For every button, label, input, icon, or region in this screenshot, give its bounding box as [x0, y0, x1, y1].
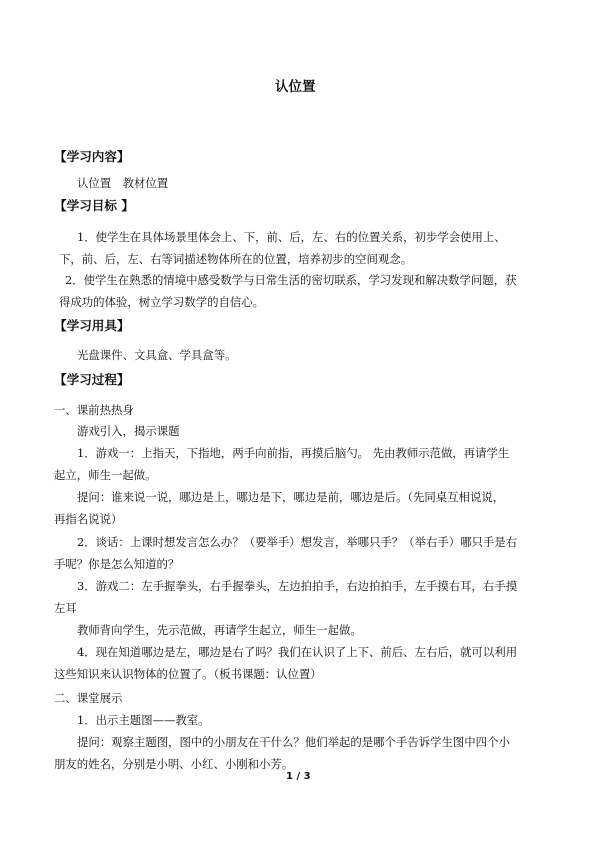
process-line: 提问：观察主题图，图中的小朋友在干什么？他们举起的是哪个手告诉学生图中四个小 [77, 735, 510, 749]
process-line: 提问：谁来说一说，哪边是上，哪边是下，哪边是前，哪边是后。（先同桌互相说说， [77, 490, 505, 504]
page-title: 认位置 [275, 79, 316, 95]
section-heading-process: 【学习过程】 [54, 372, 130, 387]
process-line: 1．游戏一：上指天，下指地，两手向前指，再摸后脑勺。 先由教师示范做，再请学生 [77, 446, 510, 460]
process-line: 左耳 [54, 601, 77, 615]
process-line: 二、课堂展示 [54, 691, 123, 705]
process-line: 这些知识来认识物体的位置了。（板书课题：认位置） [54, 667, 322, 681]
tools-line: 光盘课件、文具盒、学具盒等。 [77, 348, 237, 362]
process-line: 一、课前热热身 [54, 403, 134, 417]
process-line: 1．出示主题图——教室。 [77, 713, 210, 727]
process-line: 朋友的姓名，分别是小明、小红、小刚和小芳。 [54, 757, 294, 771]
section-heading-tools: 【学习用具】 [54, 318, 130, 333]
process-line: 教师背向学生，先示范做，再请学生起立，师生一起做。 [77, 623, 362, 637]
process-line: 起立，师生一起做。 [54, 468, 157, 482]
process-line: 2．谈话：上课时想发言怎么办？（要举手）想发言，举哪只手？（举右手）哪只手是右 [77, 535, 518, 549]
page-indicator: 1 / 3 [286, 771, 311, 782]
process-line: 4．现在知道哪边是左，哪边是右了吗？我们在认识了上下、前后、左右后，就可以利用 [77, 645, 518, 659]
process-line: 再指名说说） [54, 512, 123, 526]
goal-line: 2．使学生在熟悉的情境中感受数学与日常生活的密切联系，学习发现和解决数学问题，获 [65, 273, 517, 287]
goal-line: 得成功的体验，树立学习数学的自信心。 [59, 295, 265, 309]
goal-line: 1．使学生在具体场景里体会上、下，前、后，左、右的位置关系，初步学会使用上、 [77, 230, 506, 244]
process-line: 3．游戏二：左手握拳头，右手握拳头，左边拍拍手，右边拍拍手，左手摸右耳，右手摸 [77, 579, 518, 593]
content-line: 认位置 教材位置 [77, 176, 169, 190]
process-line: 游戏引入，揭示课题 [77, 424, 180, 438]
process-line: 手呢？你是怎么知道的？ [54, 557, 180, 571]
section-heading-content: 【学习内容】 [54, 149, 130, 164]
section-heading-goals: 【学习目标 】 [54, 198, 134, 213]
goal-line: 下，前、后，左、右等词描述物体所在的位置，培养初步的空间观念。 [59, 252, 413, 266]
